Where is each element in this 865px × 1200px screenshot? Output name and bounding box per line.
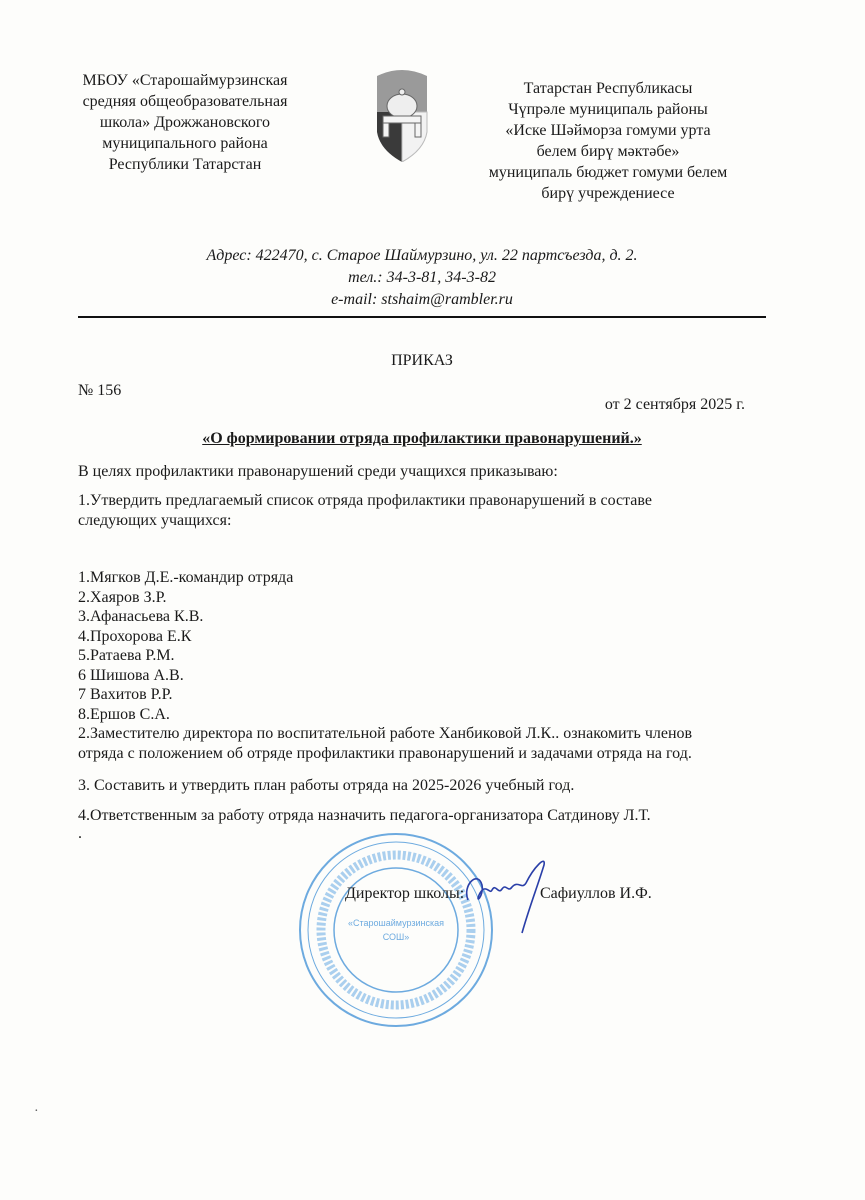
school-name-ru (60, 70, 310, 175)
members-list (78, 568, 692, 763)
header-line: муниципаль бюджет гомуми белем (488, 164, 728, 181)
header-line: Республики Татарстан (108, 156, 262, 173)
order-title: «О формировании отряда профилактики правонарушений.» (202, 430, 642, 447)
coat-of-arms-emblem (374, 70, 430, 162)
school-name-tt (470, 78, 746, 204)
order-number: № 156 (78, 382, 122, 399)
item-1 (78, 491, 652, 530)
header-line: бирү учреждениесе (541, 185, 675, 202)
header-line: Чүпрәле муниципаль районы (508, 101, 708, 118)
list-item: 8.Ершов С.А. (78, 705, 170, 723)
contact-block (78, 245, 766, 311)
order-date: от 2 сентября 2025 г. (604, 396, 745, 413)
list-item: 4.Прохорова Е.К (78, 627, 192, 645)
scan-dot: · (34, 1104, 39, 1119)
header-line: Татарстан Республикасы (523, 80, 693, 97)
header-line: средняя общеобразовательная (82, 93, 288, 110)
stray-dot: . (78, 825, 82, 842)
list-item: 5.Ратаева Р.М. (78, 647, 175, 664)
item-4: 4.Ответственным за работу отряда назначить педагога-организатора Сатдинову Л.Т. (78, 807, 651, 824)
text-line: следующих учащихся: (78, 511, 232, 529)
list-item: 6 Шишова А.В. (78, 666, 184, 684)
intro-text: В целях профилактики правонарушений среди учащихся приказываю: (78, 463, 558, 480)
phone: тел.: 34-3-81, 34-3-82 (348, 269, 496, 286)
list-item: 2.Хаяров З.Р. (78, 588, 167, 606)
header-line: школа» Дрожжановского (99, 114, 271, 131)
item-3: 3. Составить и утвердить план работы отряда на 2025-2026 учебный год. (78, 777, 575, 794)
list-item: 3.Афанасьева К.В. (78, 608, 204, 625)
order-heading: ПРИКАЗ (391, 352, 453, 369)
svg-text:«Старошаймурзинская: «Старошаймурзинская (347, 918, 445, 928)
item-2-line: отряда с положением об отряде профилактики правонарушений и задачами отряда на год. (78, 744, 692, 762)
email: e-mail: stshaim@rambler.ru (331, 291, 513, 308)
header-line: муниципального района (102, 135, 268, 152)
list-item: 1.Мягков Д.Е.-командир отряда (78, 569, 294, 586)
signature-name: Сафиуллов И.Ф. (540, 885, 652, 902)
header-line: МБОУ «Старошаймурзинская (82, 72, 288, 89)
text-line: 1.Утвердить предлагаемый список отряда профилактики правонарушений в составе (78, 492, 652, 509)
header-line: белем бирү мәктәбе» (536, 143, 680, 160)
signature-role: Директор школы: (345, 885, 465, 902)
svg-text:СОШ»: СОШ» (382, 932, 410, 942)
list-item: 7 Вахитов Р.Р. (78, 686, 173, 703)
address: Адрес: 422470, с. Старое Шаймурзино, ул. 22 партсъезда, д. 2. (206, 247, 638, 264)
header-divider (78, 316, 766, 318)
header-line: «Иске Шәйморза гомуми урта (505, 122, 711, 139)
item-2-line: 2.Заместителю директора по воспитательной работе Ханбиковой Л.К.. ознакомить членов (78, 725, 693, 742)
